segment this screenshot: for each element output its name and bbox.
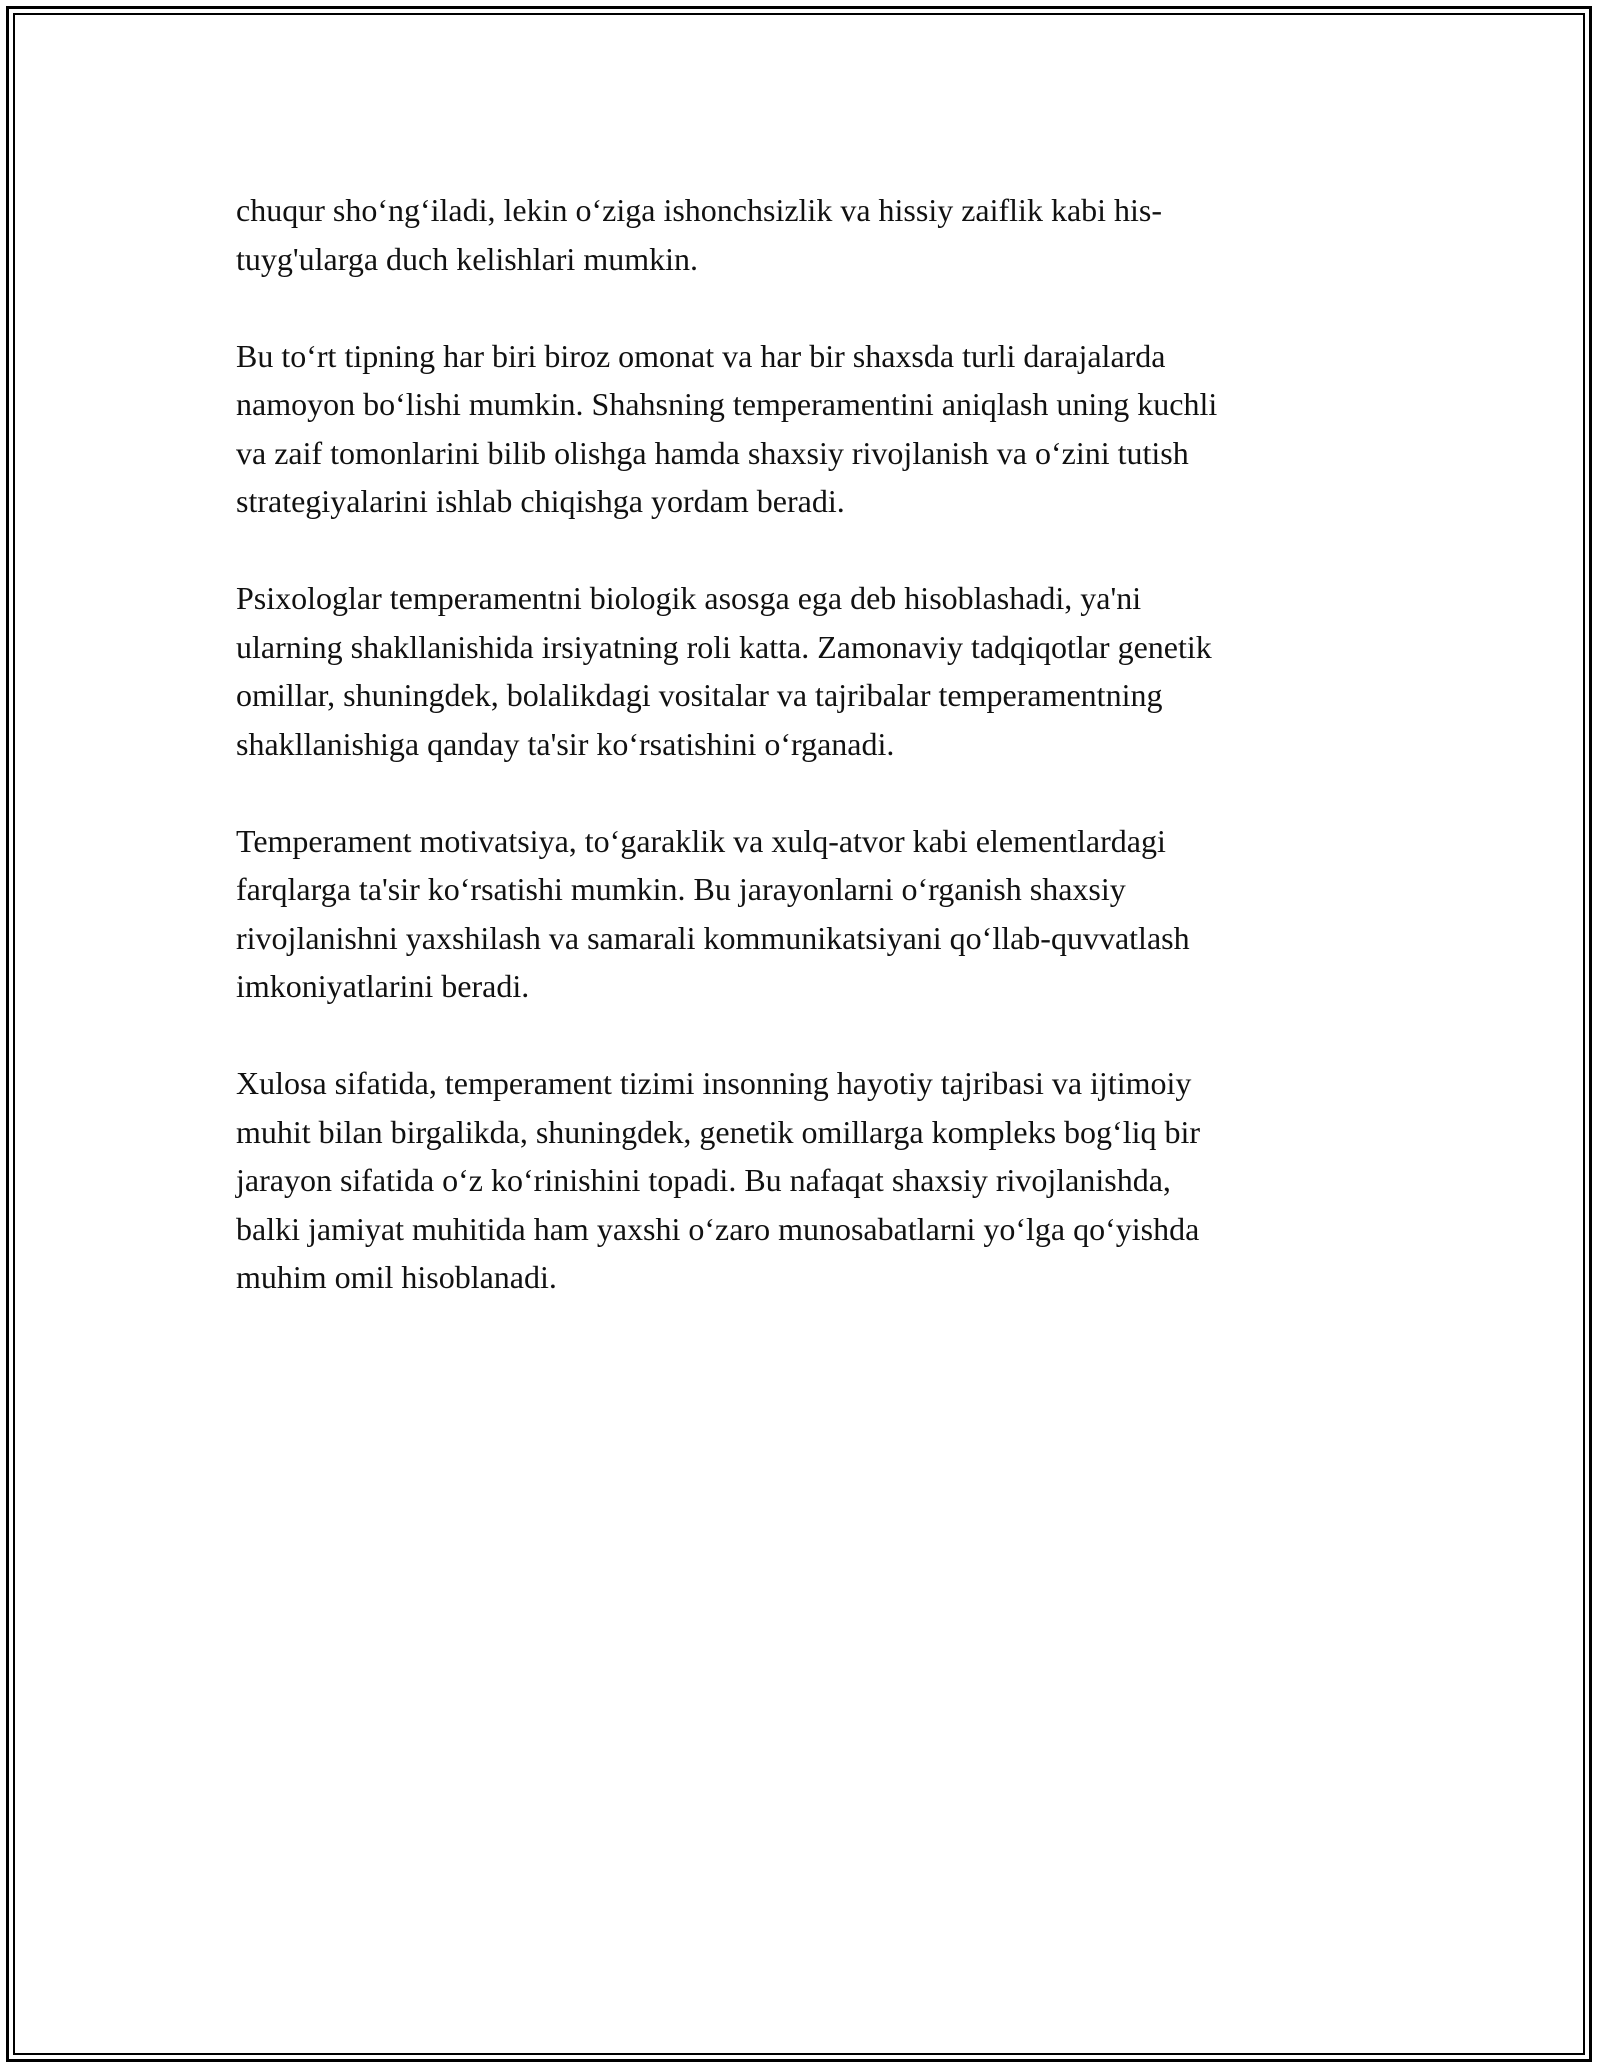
paragraph-1: chuqur sho‘ng‘iladi, lekin o‘ziga ishonchsizlik va hissiy zaiflik kabi his- tuyg'ularga duch kelishlari mumkin.: [236, 192, 1163, 277]
paragraph-4: Temperament motivatsiya, to‘garaklik va xulq-atvor kabi elementlardagi farqlarga ta'sir ko‘rsatishi mumkin. Bu jarayonlarni o‘rganish shaxsiy rivojlanishni yaxshilash va samarali kommunikatsiyani qo‘llab-quvvatlash imkoniyatlarini beradi.: [236, 822, 1190, 1004]
paragraph-5: Xulosa sifatida, temperament tizimi insonning hayotiy tajribasi va ijtimoiy muhit bilan birgalikda, shuningdek, genetik omillarga kompleks bog‘liq bir jarayon sifatida o‘z ko‘rinishini topadi. Bu nafaqat shaxsiy rivojlanishda, balki jamiyat muhitida ham yaxshi o‘zaro munosabatlarni yo‘lga qo‘yishda muhim omil hisoblanadi.: [236, 1065, 1201, 1295]
paragraph-2: Bu to‘rt tipning har biri biroz omonat va har bir shaxsda turli darajalarda namoyon bo‘lishi mumkin. Shahsning temperamentini aniqlash uning kuchli va zaif tomonlarini bilib olishga hamda shaxsiy rivojlanish va o‘zini tutish strategiyalarini ishlab chiqishga yordam beradi.: [236, 337, 1218, 519]
paragraph-3: Psixologlar temperamentni biologik asosga ega deb hisoblashadi, ya'ni ularning shakllanishida irsiyatning roli katta. Zamonaviy tadqiqotlar genetik omillar, shuningdek, bolalikdagi vositalar va tajribalar temperamentning shakllanishiga qanday ta'sir ko‘rsatishini o‘rganadi.: [236, 580, 1212, 762]
document-body: [236, 186, 1386, 1350]
